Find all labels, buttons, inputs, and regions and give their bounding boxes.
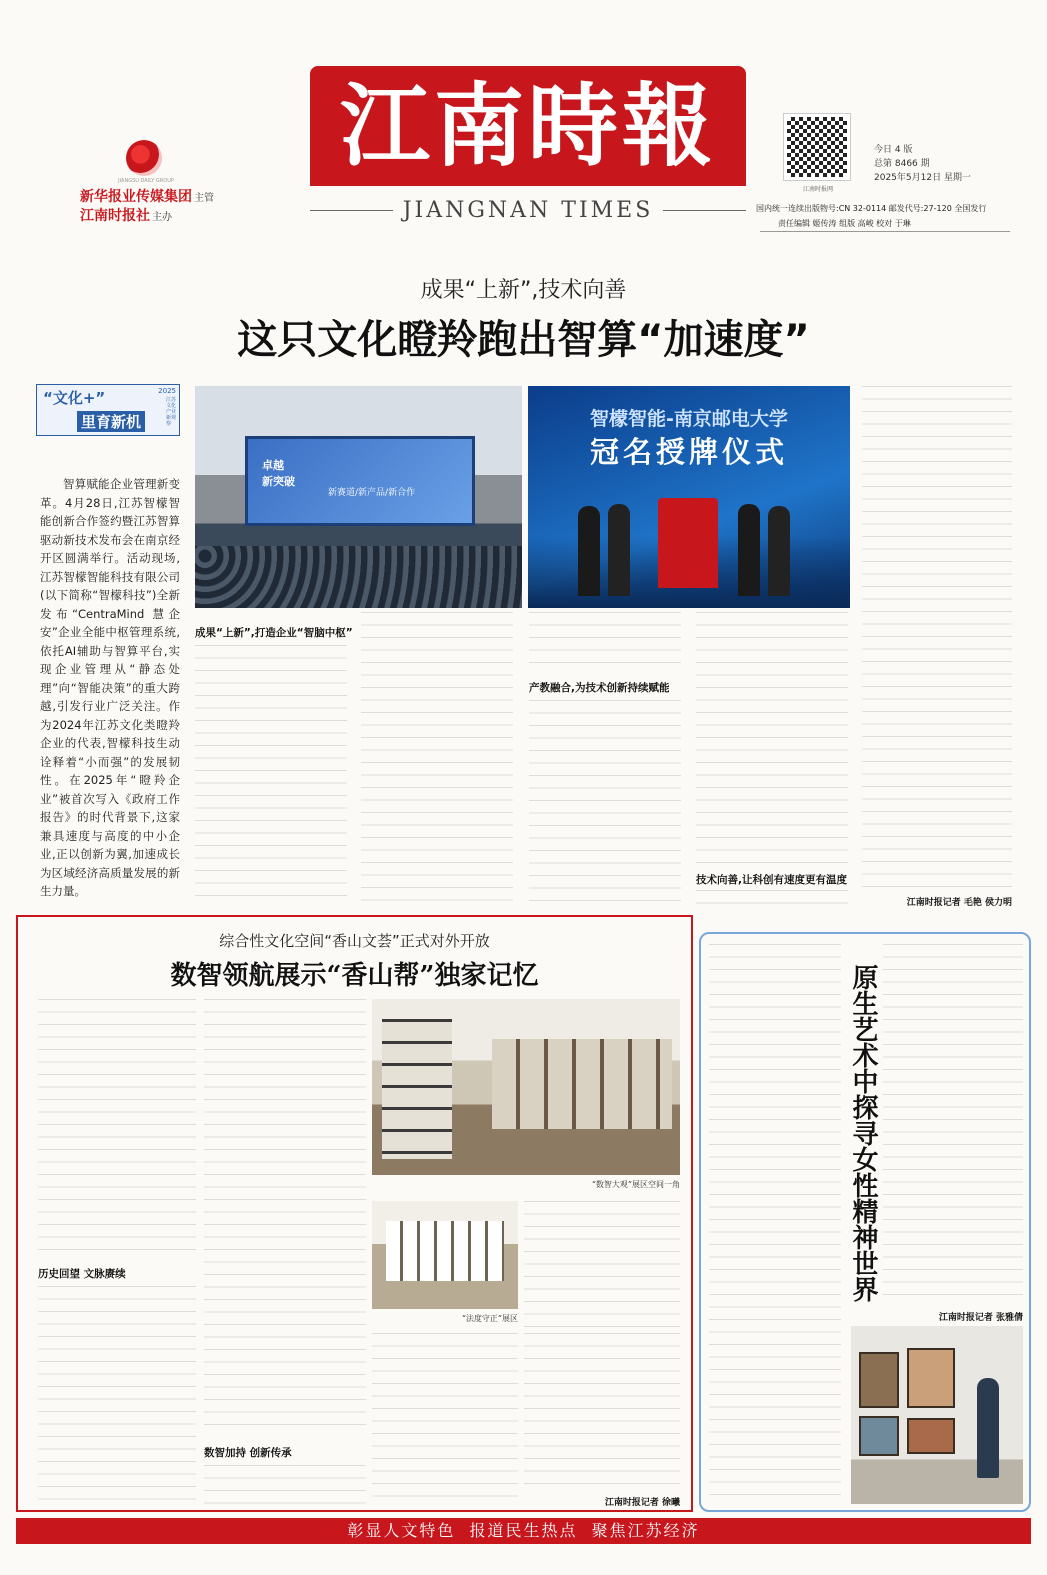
side-headline: 原生艺术中探寻女性精神世界 [848,964,878,1302]
edition-count: 今日 4 版 [874,145,913,155]
feature-col2b [204,1465,366,1507]
side-col1 [709,944,841,1342]
masthead [0,0,1047,262]
footer-bar [16,1518,1031,1544]
lead-intro: 智算赋能企业管理新变革。4月28日,江苏智檬智能创新合作签约暨江苏智算驱动新技术发布会在南京经开区圆满举行。活动现场,江苏智檬智能科技有限公司(以下简称“智檬科技”)全新发布“CentraMind 慧企安”企业全能中枢管理系统,依托AI辅助与智算平台,实现企业管理从“静态处理”向“智能决策”的重大跨越,引发行业广泛关注。作为2024年江苏文化类瞪羚企业的代表,智檬科技生动诠释着“小而强”的发展韧性。在2025年“瞪羚企业”被首次写入《政府工作报告》的时代背景下,这家兼具速度与高度的中小企业,正以创新为翼,加速成长为区域经济高质量发展的新生力量。 [40,477,180,898]
feature-col3 [372,1333,518,1507]
feature-col1b [38,1286,196,1506]
photo2-banner-line2: 冠名授牌仪式 [589,435,788,469]
series-badge [36,384,180,436]
feature-photo-1 [372,999,680,1175]
feature-caption-2: “法度守正”展区 [461,1314,518,1323]
side-col2 [883,944,1023,1302]
lead-byline: 江南时报记者 毛艳 侯力明 [906,898,1012,908]
lead-section2-heading: 产教融合,为技术创新持续赋能 [529,682,670,694]
series-badge-line2: 里育新机 [77,411,145,432]
photo1-screen-text2: 新突破 [262,475,295,488]
lead-body-col1 [195,645,347,907]
qr-code-icon[interactable] [784,114,850,180]
issue-date: 2025年5月12日 星期一 [874,173,971,183]
lead-section1-heading: 成果“上新”,打造企业“智脑中枢” [195,627,353,639]
sponsor-1: 新华报业传媒集团 主管 [80,189,214,205]
feature-col1 [38,999,196,1261]
feature-section1-heading: 历史回望 文脉赓续 [38,1268,126,1280]
feature-photo-2 [372,1201,518,1309]
lead-headline: 这只文化瞪羚跑出智算“加速度” [237,317,810,363]
side-byline: 江南时报记者 张雅倩 [938,1313,1023,1323]
side-col3 [709,1344,841,1504]
feature-col2 [204,999,366,1435]
feature-col4 [524,1333,680,1493]
lead-body-col4 [696,612,848,864]
feature-caption-1: “数智大观”展区空间一角 [591,1180,680,1189]
lead-body-col4b [696,890,848,908]
lead-kicker: 成果“上新”,技术向善 [420,278,627,303]
feature-box [16,915,693,1512]
qr-caption: 江南时报网 [802,186,833,193]
feature-kicker: 综合性文化空间“香山文荟”正式对外开放 [219,932,490,950]
side-box [699,932,1031,1512]
lead-section3-heading: 技术向善,让科创有速度更有温度 [696,874,847,886]
lead-body-col3b [529,700,681,907]
lead-body-col3 [529,612,681,672]
feature-byline: 江南时报记者 徐曦 [604,1498,680,1508]
photo1-screen-text3: 新赛道/新产品/新合作 [328,488,416,498]
lead-photo-1 [195,386,522,608]
publication-number: 国内统一连续出版物号:CN 32-0114 邮发代号:27-120 全国发行 [756,204,987,213]
lead-body-col2 [361,612,513,907]
series-badge-year: 2025 [158,387,176,395]
feature-col3a [524,1201,680,1331]
issue-number: 总第 8466 期 [874,159,930,169]
photo1-screen-text1: 卓越 [262,459,284,472]
masthead-subtitle: JIANGNAN TIMES [402,198,654,223]
feature-headline: 数智领航展示“香山帮”独家记忆 [170,961,539,991]
group-logo-icon [126,140,162,176]
editor-credits: 责任编辑 姬传涛 组版 高峻 校对 于琳 [778,219,911,228]
masthead-title-box [310,66,746,186]
photo2-banner-line1: 智檬智能-南京邮电大学 [590,408,788,430]
masthead-title: 江南時報 [340,73,716,179]
series-badge-line1: “文化+” [43,389,106,407]
feature-section2-heading: 数智加持 创新传承 [204,1447,292,1459]
edition-info [874,143,971,185]
lead-photo-2 [528,386,850,608]
footer-slogan: 彰显人文特色 报道民生热点 聚焦江苏经济 [347,1521,700,1540]
group-logo-caption: JIANGSU DAILY GROUP [118,178,174,184]
sponsor-2: 江南时报社 主办 [80,208,172,224]
lead-body-col5 [862,386,1012,891]
side-photo [851,1326,1023,1504]
series-badge-side: 江苏文化产业新观察 [166,397,177,427]
